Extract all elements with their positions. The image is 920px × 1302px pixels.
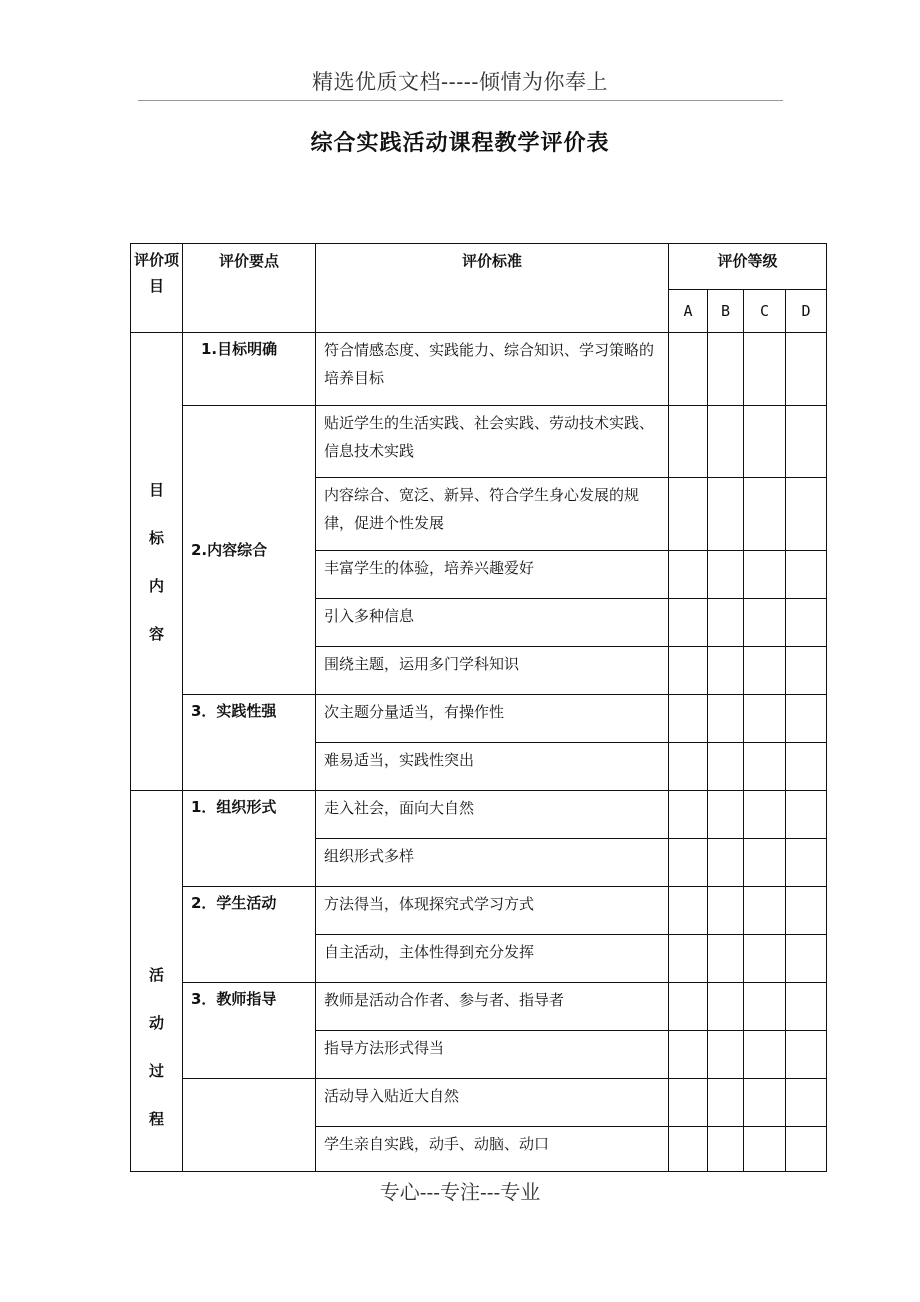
grade-d-cell[interactable]	[786, 333, 827, 406]
grade-a-cell[interactable]	[669, 1079, 708, 1127]
point-goal-clear: 1.目标明确	[183, 333, 316, 406]
grade-c-cell[interactable]	[744, 791, 786, 839]
grade-c-cell[interactable]	[744, 478, 786, 551]
grade-d-cell[interactable]	[786, 983, 827, 1031]
grade-d-header: D	[786, 290, 827, 333]
point-empty	[183, 1079, 316, 1172]
standard-text: 符合情感态度、实践能力、综合知识、学习策略的培养目标	[316, 333, 669, 406]
grade-c-cell[interactable]	[744, 983, 786, 1031]
grade-b-cell[interactable]	[708, 551, 744, 599]
header-divider	[138, 100, 783, 101]
grade-a-cell[interactable]	[669, 695, 708, 743]
grade-d-cell[interactable]	[786, 695, 827, 743]
document-title: 综合实践活动课程教学评价表	[310, 131, 610, 156]
standard-text: 贴近学生的生活实践、社会实践、劳动技术实践、信息技术实践	[316, 406, 669, 478]
point-content-integrated: 2.内容综合	[183, 406, 316, 695]
category-char: 内	[148, 576, 164, 595]
grade-b-cell[interactable]	[708, 791, 744, 839]
grade-d-cell[interactable]	[786, 935, 827, 983]
grade-d-cell[interactable]	[786, 551, 827, 599]
grade-d-cell[interactable]	[786, 1031, 827, 1079]
grade-b-cell[interactable]	[708, 406, 744, 478]
grade-c-cell[interactable]	[744, 935, 786, 983]
grade-c-cell[interactable]	[744, 839, 786, 887]
grade-a-cell[interactable]	[669, 1031, 708, 1079]
standard-text: 方法得当，体现探究式学习方式	[316, 887, 669, 935]
grade-c-cell[interactable]	[744, 695, 786, 743]
grade-a-cell[interactable]	[669, 743, 708, 791]
grade-a-cell[interactable]	[669, 983, 708, 1031]
grade-c-cell[interactable]	[744, 647, 786, 695]
standard-text: 自主活动，主体性得到充分发挥	[316, 935, 669, 983]
grade-b-cell[interactable]	[708, 599, 744, 647]
category-char: 目	[148, 480, 164, 499]
grade-d-cell[interactable]	[786, 478, 827, 551]
grade-a-cell[interactable]	[669, 839, 708, 887]
standard-text: 引入多种信息	[316, 599, 669, 647]
grade-c-cell[interactable]	[744, 743, 786, 791]
standard-text: 次主题分量适当，有操作性	[316, 695, 669, 743]
grade-b-cell[interactable]	[708, 839, 744, 887]
standard-text: 组织形式多样	[316, 839, 669, 887]
grade-c-cell[interactable]	[744, 1127, 786, 1172]
header-standard: 评价标准	[316, 244, 669, 333]
grade-d-cell[interactable]	[786, 839, 827, 887]
grade-c-cell[interactable]	[744, 551, 786, 599]
grade-c-cell[interactable]	[744, 887, 786, 935]
standard-text: 指导方法形式得当	[316, 1031, 669, 1079]
page-header: 精选优质文档-----倾情为你奉上	[312, 70, 608, 94]
grade-d-cell[interactable]	[786, 1127, 827, 1172]
grade-c-cell[interactable]	[744, 333, 786, 406]
category-char: 容	[148, 624, 164, 643]
grade-a-cell[interactable]	[669, 478, 708, 551]
header-point: 评价要点	[183, 244, 316, 333]
grade-d-cell[interactable]	[786, 743, 827, 791]
standard-text: 丰富学生的体验，培养兴趣爱好	[316, 551, 669, 599]
grade-b-cell[interactable]	[708, 647, 744, 695]
category-char: 标	[148, 528, 164, 547]
grade-d-cell[interactable]	[786, 406, 827, 478]
grade-b-header: B	[708, 290, 744, 333]
category-char: 过	[148, 1062, 164, 1080]
grade-b-cell[interactable]	[708, 333, 744, 406]
grade-c-cell[interactable]	[744, 406, 786, 478]
grade-a-cell[interactable]	[669, 935, 708, 983]
standard-text: 走入社会，面向大自然	[316, 791, 669, 839]
grade-b-cell[interactable]	[708, 695, 744, 743]
standard-text: 内容综合、宽泛、新异、符合学生身心发展的规律，促进个性发展	[316, 478, 669, 551]
point-organization-form: 1．组织形式	[183, 791, 316, 887]
grade-b-cell[interactable]	[708, 887, 744, 935]
standard-text: 活动导入贴近大自然	[316, 1079, 669, 1127]
standard-text: 难易适当，实践性突出	[316, 743, 669, 791]
grade-a-cell[interactable]	[669, 1127, 708, 1172]
point-practical: 3．实践性强	[183, 695, 316, 791]
grade-c-cell[interactable]	[744, 1079, 786, 1127]
evaluation-table	[130, 243, 827, 1172]
grade-d-cell[interactable]	[786, 647, 827, 695]
grade-a-header: A	[669, 290, 708, 333]
grade-d-cell[interactable]	[786, 791, 827, 839]
grade-a-cell[interactable]	[669, 599, 708, 647]
grade-a-cell[interactable]	[669, 647, 708, 695]
category-goal-content	[131, 333, 183, 791]
grade-c-cell[interactable]	[744, 1031, 786, 1079]
grade-b-cell[interactable]	[708, 935, 744, 983]
grade-a-cell[interactable]	[669, 887, 708, 935]
category-char: 活	[148, 966, 164, 984]
grade-a-cell[interactable]	[669, 551, 708, 599]
category-char: 动	[148, 1014, 164, 1032]
grade-b-cell[interactable]	[708, 1079, 744, 1127]
category-char: 程	[148, 1110, 164, 1128]
grade-d-cell[interactable]	[786, 1079, 827, 1127]
grade-b-cell[interactable]	[708, 983, 744, 1031]
grade-a-cell[interactable]	[669, 333, 708, 406]
page-footer: 专心---专注---专业	[379, 1180, 541, 1204]
standard-text: 教师是活动合作者、参与者、指导者	[316, 983, 669, 1031]
grade-d-cell[interactable]	[786, 887, 827, 935]
point-teacher-guidance: 3．教师指导	[183, 983, 316, 1079]
category-activity-process	[131, 791, 183, 1172]
grade-a-cell[interactable]	[669, 791, 708, 839]
header-category: 评价项目	[131, 244, 183, 333]
grade-b-cell[interactable]	[708, 743, 744, 791]
grade-a-cell[interactable]	[669, 406, 708, 478]
header-grade: 评价等级	[669, 244, 827, 290]
grade-c-cell[interactable]	[744, 599, 786, 647]
grade-b-cell[interactable]	[708, 1031, 744, 1079]
standard-text: 学生亲自实践，动手、动脑、动口	[316, 1127, 669, 1172]
standard-text: 围绕主题，运用多门学科知识	[316, 647, 669, 695]
grade-b-cell[interactable]	[708, 1127, 744, 1172]
grade-c-header: C	[744, 290, 786, 333]
point-student-activity: 2．学生活动	[183, 887, 316, 983]
grade-b-cell[interactable]	[708, 478, 744, 551]
grade-d-cell[interactable]	[786, 599, 827, 647]
